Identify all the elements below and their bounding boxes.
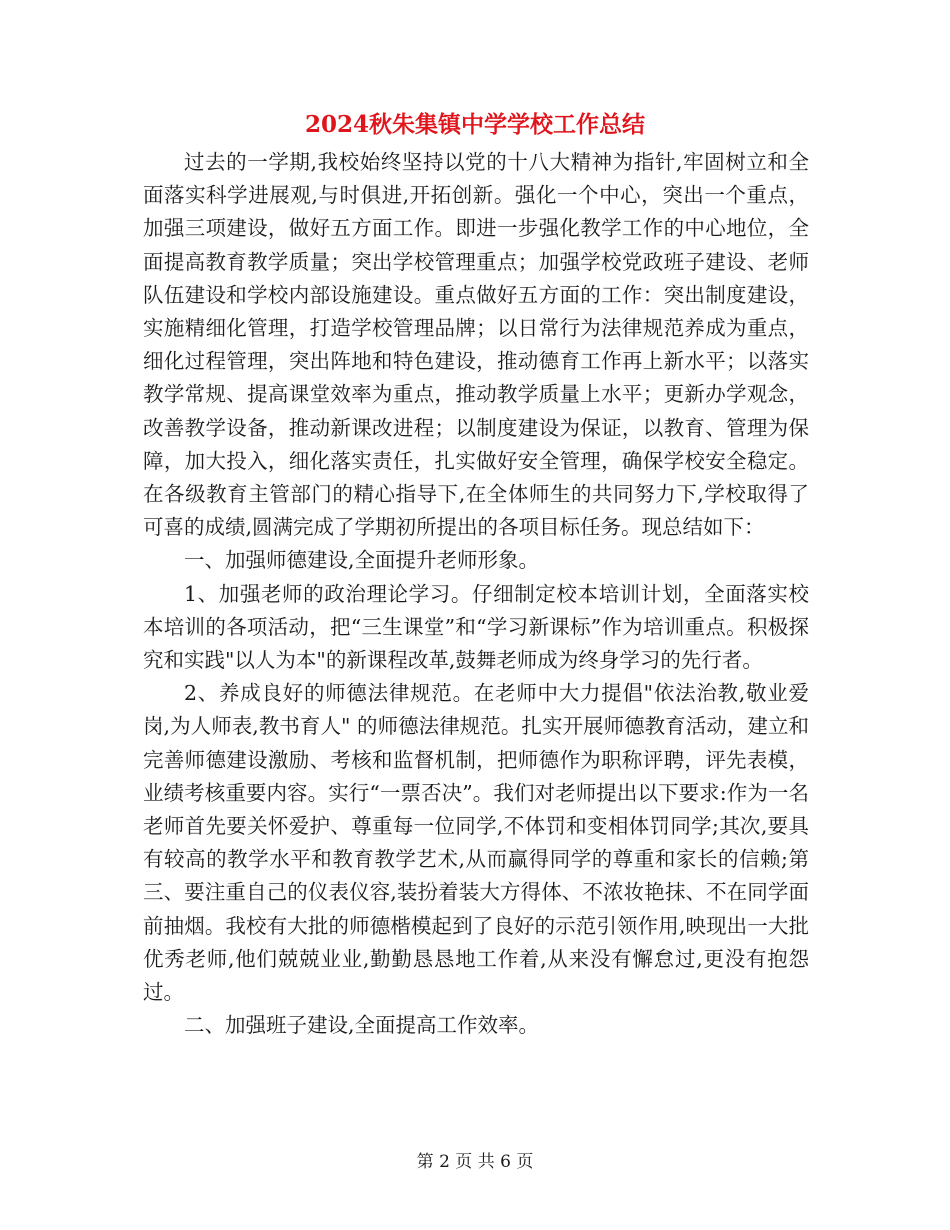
section-heading-2: 二、加强班子建设,全面提高工作效率。: [184, 1013, 540, 1038]
document-body: [143, 146, 809, 1042]
paragraph-item-1: 1、加强老师的政治理论学习。仔细制定校本培训计划，全面落实校本培训的各项活动，把“三生课堂”和“学习新课标”作为培训重点。积极探究和实践"以人为本"的新课程改革,鼓舞老师成为终身学习的先行者。: [143, 581, 809, 673]
paragraph-item-2: 2、养成良好的师德法律规范。在老师中大力提倡"依法治教,敬业爱岗,为人师表,教书育人" 的师德法律规范。扎实开展师德教育活动，建立和完善师德建设激励、考核和监督机制，把师德作为职称评聘，评先表模，业绩考核重要内容。实行“一票否决”。我们对老师提出以下要求:作为一名老师首先要关怀爱护、尊重每一位同学,不体罚和变相体罚同学;其次,要具有较高的教学水平和教育教学艺术,从而赢得同学的尊重和家长的信赖;第三、要注重自己的仪表仪容,装扮着装大方得体、不浓妆艳抹、不在同学面前抽烟。我校有大批的师德楷模起到了良好的示范引领作用,映现出一大批优秀老师,他们兢兢业业,勤勤恳恳地工作着,从来没有懈怠过,更没有抱怨过。: [143, 681, 809, 1005]
paragraph-intro: 过去的一学期,我校始终坚持以党的十八大精神为指针,牢固树立和全面落实科学进展观,与时俱进,开拓创新。强化一个中心，突出一个重点，加强三项建设，做好五方面工作。即进一步强化教学工作的中心地位，全面提高教育教学质量；突出学校管理重点；加强学校党政班子建设、老师队伍建设和学校内部设施建设。重点做好五方面的工作：突出制度建设，实施精细化管理，打造学校管理品牌；以日常行为法律规范养成为重点，细化过程管理，突出阵地和特色建设，推动德育工作再上新水平；以落实教学常规、提高课堂效率为重点，推动教学质量上水平；更新办学观念，改善教学设备，推动新课改进程；以制度建设为保证，以教育、管理为保障，加大投入，细化落实责任，扎实做好安全管理，确保学校安全稳定。 在各级教育主管部门的精心指导下,在全体师生的共同努力下,学校取得了可喜的成绩,圆满完成了学期初所提出的各项目标任务。现总结如下：: [143, 150, 809, 540]
document-title: 2024秋朱集镇中学学校工作总结: [304, 111, 645, 138]
section-heading-1: 一、加强师德建设,全面提升老师形象。: [184, 548, 540, 573]
page-number-footer: 第 2 页 共 6 页: [416, 1152, 534, 1172]
